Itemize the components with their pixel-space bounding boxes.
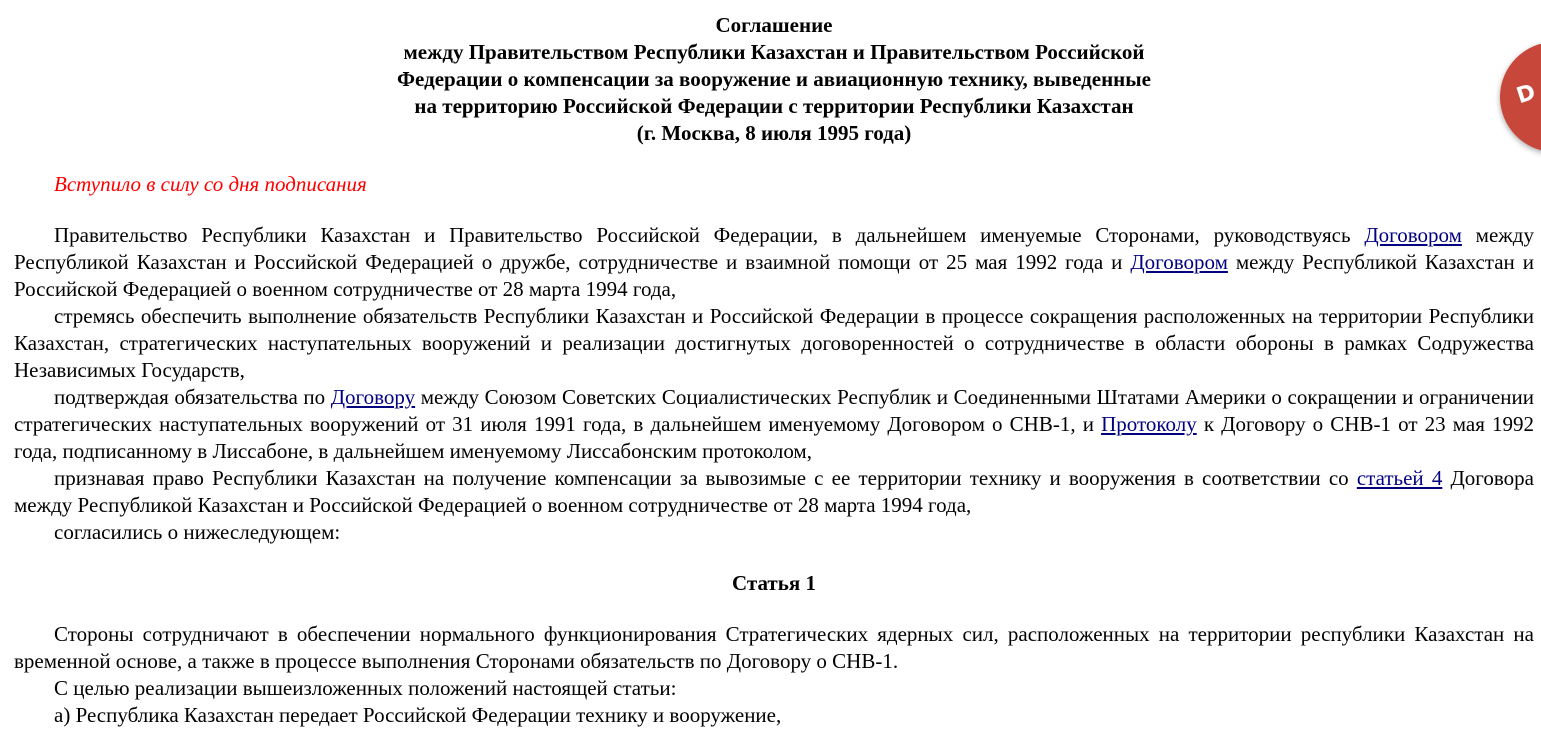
document-status: Вступило в силу со дня подписания	[54, 172, 367, 196]
treaty-link-start1[interactable]: Договору	[330, 385, 416, 409]
preamble-paragraph: согласились о нижеследующем:	[54, 520, 341, 544]
preamble-paragraph	[14, 384, 1534, 465]
treaty-link-military-cooperation[interactable]: Договором	[1130, 250, 1228, 274]
protocol-link-lisbon[interactable]: Протоколу	[1101, 412, 1197, 436]
paragraph-text: признавая право Республики Казахстан на получение компенсации за вывозимые с ее территории технику и вооружения в соответствии со	[54, 466, 1357, 490]
article-paragraph: а) Республика Казахстан передает Российской Федерации технику и вооружение,	[54, 703, 782, 727]
title-line: между Правительством Республики Казахстан и Правительством Российской	[403, 40, 1145, 64]
paragraph-text: Правительство Республики Казахстан и Правительство Российской Федерации, в дальнейшем именуемые Сторонами, руководствуясь	[54, 223, 1365, 247]
title-line: Соглашение	[715, 13, 833, 37]
paragraph-text: между Республикой Казахстан и Российской Федерацией о военном сотрудничестве от 28 марта 1994 года,	[14, 250, 1534, 301]
preamble-paragraph	[14, 465, 1534, 519]
document-title	[14, 12, 1534, 147]
preamble-paragraph: стремясь обеспечить выполнение обязательств Республики Казахстан и Российской Федерации в процессе сокращения расположенных на территории Республики Казахстан, стратегических наступательных вооружений и реализации достигнутых договоренностей о сотрудничестве в области обороны в рамках Содружества Независимых Государств,	[14, 304, 1534, 382]
paragraph-text: между Республикой Казахстан и Российской Федерацией о дружбе, сотрудничестве и взаимной помощи от 25 мая 1992 года и	[14, 223, 1534, 274]
badge-label: D	[1513, 79, 1539, 110]
document-page	[14, 12, 1534, 729]
paragraph-text: к Договору о СНВ-1 от 23 мая 1992 года, подписанному в Лиссабоне, в дальнейшем именуемому Лиссабонским протоколом,	[14, 412, 1535, 463]
paragraph-text: Договора между Республикой Казахстан и Российской Федерацией о военном сотрудничестве от 28 марта 1994 года,	[14, 466, 1534, 517]
paragraph-text: подтверждая обязательства по	[54, 385, 331, 409]
article-4-link[interactable]: статьей 4	[1356, 466, 1443, 490]
article-paragraph: Стороны сотрудничают в обеспечении нормального функционирования Стратегических ядерных сил, расположенных на территории республики Казахстан на временной основе, а также в процессе выполнения Сторонами обязательств по Договору о СНВ-1.	[14, 622, 1534, 673]
preamble-paragraph	[14, 222, 1534, 303]
title-line: на территорию Российской Федерации с территории Республики Казахстан	[414, 94, 1134, 118]
title-line: Федерации о компенсации за вооружение и авиационную технику, выведенные	[396, 67, 1151, 91]
treaty-link-friendship[interactable]: Договором	[1364, 223, 1462, 247]
article-paragraph: С целью реализации вышеизложенных положений настоящей статьи:	[54, 676, 677, 700]
title-line: (г. Москва, 8 июля 1995 года)	[636, 121, 912, 145]
article-heading: Статья 1	[732, 571, 816, 595]
paragraph-text: между Союзом Советских Социалистических Республик и Соединенными Штатами Америки о сокращении и ограничении стратегических наступательных вооружений от 31 июля 1991 года, в дальнейшем именуемому Договором о СНВ-1, и	[14, 385, 1534, 436]
